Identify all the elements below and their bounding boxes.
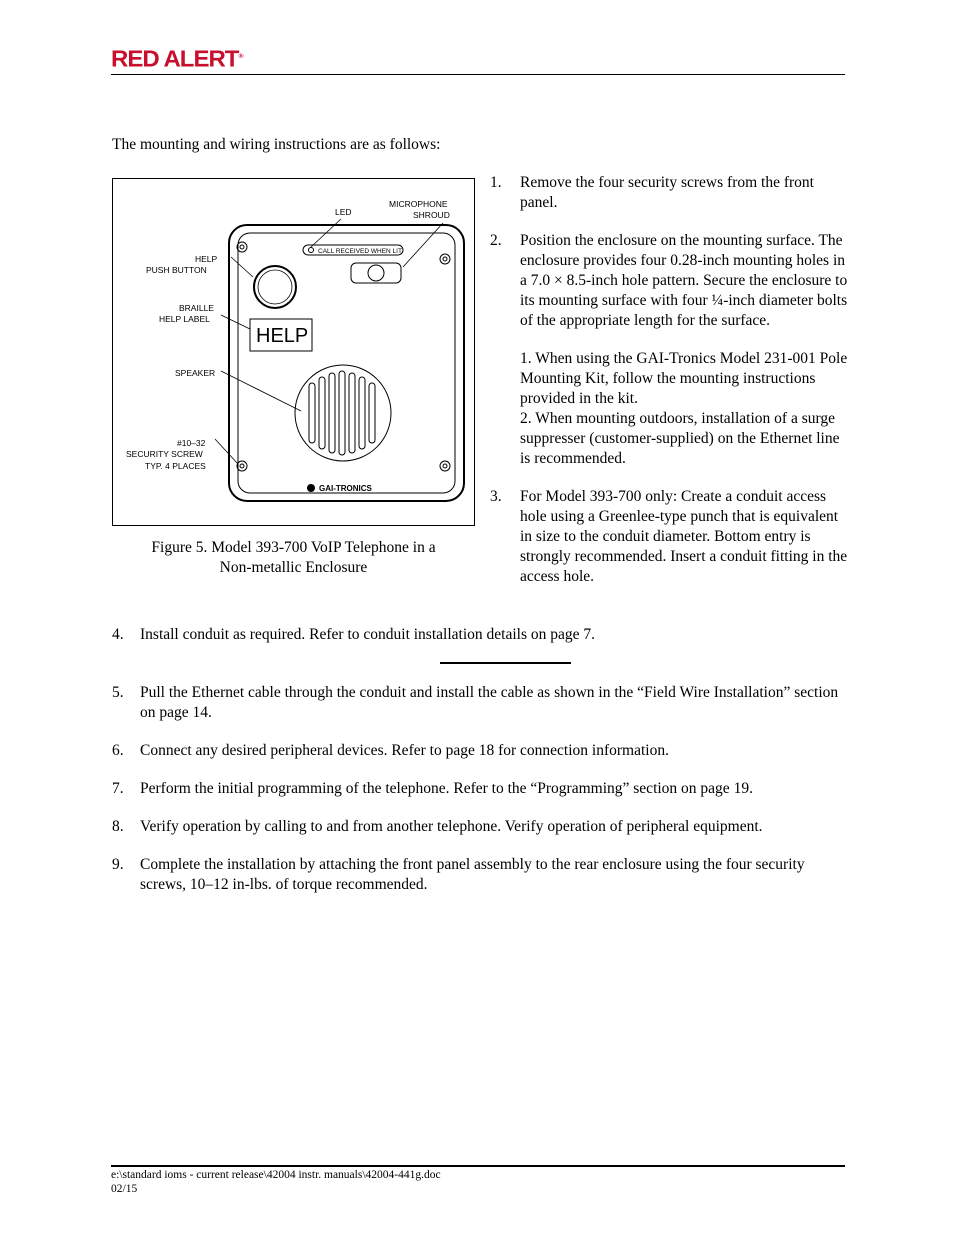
list-item: 3. For Model 393-700 only: Create a conduit access hole using a Greenlee-type punch that is equivalent in size to the conduit diameter. Bottom entry is strongly recommended. Insert a conduit fitting in the access hole. xyxy=(490,488,848,585)
list-item: 8. Verify operation by calling to and from another telephone. Verify operation of peripheral equipment. xyxy=(112,818,763,835)
figure-5-box xyxy=(112,178,475,526)
speaker-label: SPEAKER xyxy=(175,368,216,378)
brand-text: GAI-TRONICS xyxy=(319,484,372,493)
section-divider xyxy=(440,662,571,664)
call-received-text: CALL RECEIVED WHEN LIT xyxy=(318,248,402,255)
speaker-grille xyxy=(295,365,391,461)
typ-places-label: TYP. 4 PLACES xyxy=(145,461,206,471)
list-item: 5. Pull the Ethernet cable through the conduit and install the cable as shown in the “Field Wire Installation” section on page 14. xyxy=(112,684,839,721)
help-push-button xyxy=(254,266,296,308)
list-item: 4. Install conduit as required. Refer to conduit installation details on page 7. xyxy=(112,626,595,643)
security-screw xyxy=(237,242,450,471)
footer-date: 02/15 xyxy=(111,1183,138,1195)
shroud-label: SHROUD xyxy=(413,210,450,220)
push-button-label: PUSH BUTTON xyxy=(146,265,207,275)
list-item: 2. Position the enclosure on the mounting surface. The enclosure provides four 0.28-inch mounting holes in a 7.0 × 8.5-inch hole pattern. Secure the enclosure to its mounting surface with four ¼-inch diameter bolts of the appropriate length for the surface. xyxy=(490,232,848,329)
telephone-diagram xyxy=(113,179,474,525)
list-item: 7. Perform the initial programming of the telephone. Refer to the “Programming” section on page 19. xyxy=(112,780,753,797)
footer-path: e:\standard ioms - current release\42004 instr. manuals\42004-441g.doc xyxy=(111,1169,441,1181)
note-block: 1. When using the GAI-Tronics Model 231-001 Pole Mounting Kit, follow the mounting instructions provided in the kit. 2. When mounting outdoors, installation of a surge suppresser (customer-supplied) on the Ethernet line is recommended. xyxy=(520,350,848,467)
help-sign-text: HELP xyxy=(256,325,309,347)
list-item: 9. Complete the installation by attaching the front panel assembly to the rear enclosure using the four security screws, 10–12 in-lbs. of torque recommended. xyxy=(112,856,805,893)
figure-caption: Figure 5. Model 393-700 VoIP Telephone in a Non-metallic Enclosure xyxy=(151,539,436,576)
help-label: HELP xyxy=(195,254,218,264)
gai-tronics-logo-icon xyxy=(307,484,315,492)
list-item: 6. Connect any desired peripheral devices. Refer to page 18 for connection information. xyxy=(112,742,669,759)
enclosure-outer xyxy=(229,225,464,501)
microphone-label: MICROPHONE xyxy=(389,199,448,209)
help-label-label: HELP LABEL xyxy=(159,314,210,324)
led-label: LED xyxy=(335,207,352,217)
right-steps-list xyxy=(490,173,850,605)
braille-label: BRAILLE xyxy=(179,303,214,313)
footer-rule xyxy=(111,1165,845,1167)
security-screw-label: SECURITY SCREW xyxy=(126,449,203,459)
list-item: 1. Remove the four security screws from the front panel. xyxy=(490,174,814,211)
footer xyxy=(111,1168,441,1196)
header-rule xyxy=(111,74,845,75)
red-alert-logo: RED ALERT® xyxy=(111,46,244,73)
screw-size-label: #10–32 xyxy=(177,438,206,448)
enclosure-inner xyxy=(238,233,455,493)
microphone-shroud xyxy=(351,263,401,283)
bottom-steps-list xyxy=(112,625,852,895)
intro-text: The mounting and wiring instructions are as follows: xyxy=(112,136,441,153)
